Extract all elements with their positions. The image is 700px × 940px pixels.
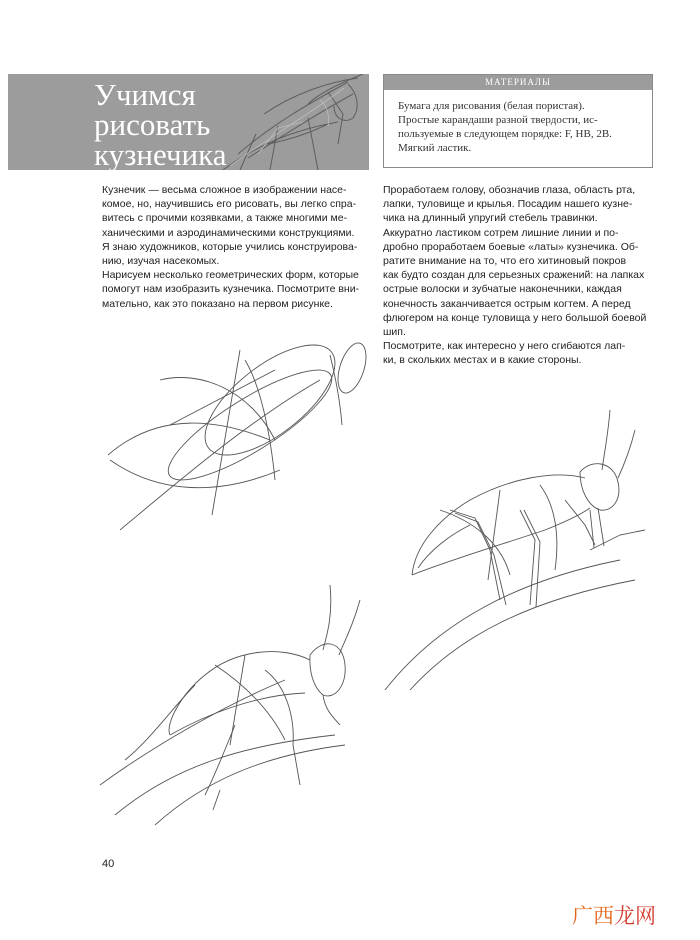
left-text-column (102, 183, 364, 311)
materials-line: Простые карандаши разной твердости, ис- (398, 114, 598, 126)
watermark-char: 龙网 (614, 904, 656, 928)
text-line: комое, но, научившись его рисовать, вы легко спра- (102, 198, 357, 211)
watermark-logo (572, 900, 656, 930)
text-line: нию, изучая насекомых. (102, 255, 220, 268)
text-line: Аккуратно ластиком сотрем лишние линии и по- (383, 226, 619, 239)
text-line: дробно проработаем боевые «латы» кузнечика. Об- (383, 240, 639, 253)
text-line: Проработаем голову, обозначив глаза, область рта, (383, 184, 636, 196)
text-line: витесь с прочими козявками, а также многими ме- (102, 212, 348, 225)
text-line: ратите внимание на то, что его хитиновый покров (383, 255, 627, 268)
grasshopper-construction-sketch (95, 575, 370, 825)
text-line: ханическими и аэродинамическими конструкциями. (102, 226, 355, 239)
materials-list (384, 90, 652, 155)
page-number: 40 (102, 858, 115, 870)
materials-box (383, 74, 653, 168)
text-line: шип. (383, 326, 406, 339)
title-line: рисовать (94, 107, 211, 142)
grasshopper-detailed-sketch (380, 400, 655, 690)
text-line: Посмотрите, как интересно у него сгибаются лап- (383, 340, 626, 353)
page-title (94, 77, 227, 172)
text-line: флюгером на конце туловища у него большой боевой (383, 311, 647, 324)
materials-line: пользуемые в следующем порядке: F, HB, 2B. (398, 128, 612, 140)
text-line: Нарисуем несколько геометрических форм, которые (102, 269, 359, 282)
text-line: чика на длинный упругий стебель травинки. (383, 212, 598, 225)
text-line: конечность заканчивается острым когтем. А перед (383, 297, 631, 310)
text-line: острые волоски и зубчатые наконечники, каждая (383, 283, 622, 296)
text-line: как будто создан для серьезных сражений: на лапках (383, 269, 645, 282)
materials-line: Бумага для рисования (белая пористая). (398, 100, 585, 112)
text-line: мательно, как это показано на первом рисунке. (102, 297, 333, 310)
title-line: кузнечика (94, 137, 227, 172)
text-line: Кузнечик — весьма сложное в изображении насе- (102, 184, 347, 196)
geometric-shapes-sketch (100, 330, 375, 540)
watermark-char: 西 (593, 904, 614, 928)
title-line: Учимся (94, 77, 196, 112)
text-line: ки, в скольких местах и в какие стороны. (383, 354, 582, 367)
text-line: лапки, туловище и крылья. Посадим нашего кузне- (383, 198, 633, 211)
text-line: Я знаю художников, которые учились конструирова- (102, 240, 358, 253)
text-line: помогут нам изобразить кузнечика. Посмотрите вни- (102, 283, 360, 296)
watermark-char: 广 (572, 904, 593, 928)
right-text-column (383, 183, 653, 368)
materials-heading: МАТЕРИАЛЫ (384, 75, 652, 90)
materials-line: Мягкий ластик. (398, 142, 472, 154)
